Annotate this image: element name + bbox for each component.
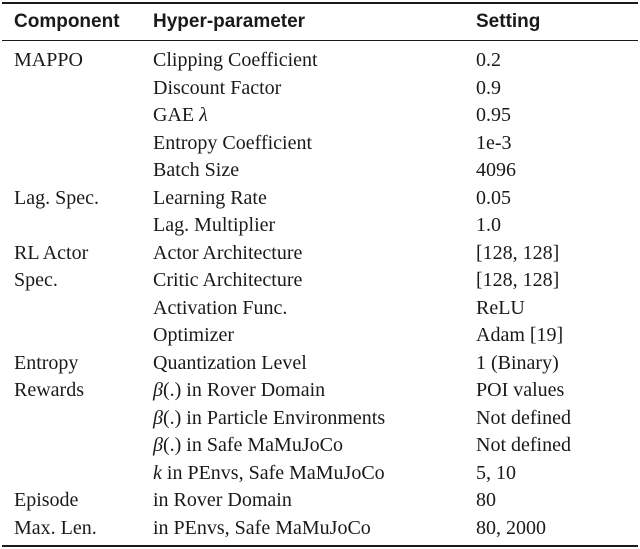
table-row [0, 185, 640, 213]
table-row [0, 267, 640, 295]
hyper-parameter-text: Activation Func. [153, 296, 288, 319]
component-cell: Lag. Spec. [14, 186, 99, 209]
table-row [0, 75, 640, 103]
math-symbol: β [153, 379, 163, 401]
hyper-parameter-cell [153, 267, 302, 295]
setting-cell: Not defined [476, 434, 571, 456]
hyper-parameter-cell [153, 295, 287, 323]
hyper-parameter-text: (.) in Safe MaMuJoCo [162, 434, 343, 456]
hyper-parameter-cell [153, 350, 307, 378]
hyper-parameter-text: Batch Size [153, 159, 240, 181]
hyper-parameter-cell [153, 240, 302, 268]
table-row [0, 240, 640, 268]
hyper-parameter-text: Critic Architecture [153, 269, 303, 291]
component-cell: RL Actor [14, 241, 89, 264]
hyper-parameter-cell [153, 487, 292, 515]
header-setting: Setting [476, 11, 541, 32]
hyper-parameter-text: (.) in Rover Domain [162, 379, 326, 401]
table-row [0, 102, 640, 130]
table-row [0, 322, 640, 350]
hyper-parameter-cell [153, 102, 208, 130]
table-row [0, 157, 640, 185]
component-cell: Rewards [14, 379, 84, 401]
hyper-parameter-cell [153, 322, 234, 350]
top-rule [2, 2, 638, 4]
setting-cell: Adam [19] [476, 324, 564, 346]
setting-cell: 0.95 [476, 104, 511, 126]
header-hyper-parameter: Hyper-parameter [153, 11, 306, 32]
hyper-parameter-cell [153, 212, 275, 240]
component-cell: MAPPO [14, 49, 83, 71]
hyper-parameter-cell [153, 185, 267, 213]
table-row [0, 515, 640, 543]
hyper-parameter-text: Clipping Coefficient [153, 49, 318, 71]
component-cell: Episode [14, 489, 79, 511]
hyper-parameter-text: Learning Rate [153, 186, 267, 209]
hyper-parameter-cell [153, 515, 371, 543]
setting-cell: 1 (Binary) [476, 351, 559, 374]
setting-cell: 80 [476, 489, 496, 511]
component-cell: Spec. [14, 269, 58, 291]
component-cell: Entropy [14, 351, 79, 374]
hyper-parameter-cell [153, 460, 385, 488]
bottom-rule [2, 545, 638, 547]
table-row [0, 405, 640, 433]
setting-cell: 0.2 [476, 49, 501, 71]
table-row [0, 350, 640, 378]
hyper-parameter-text: Quantization Level [153, 351, 307, 374]
hyper-parameter-cell [153, 75, 281, 103]
table-row [0, 130, 640, 158]
table-row [0, 377, 640, 405]
setting-cell: 0.05 [476, 186, 511, 209]
header-component: Component [14, 11, 120, 32]
math-symbol: β [153, 434, 163, 456]
hyper-parameter-text: Discount Factor [153, 76, 282, 99]
setting-cell: [128, 128] [476, 241, 560, 264]
math-symbol: k [153, 461, 162, 484]
setting-cell: 80, 2000 [476, 516, 546, 539]
table-row [0, 460, 640, 488]
setting-cell: 5, 10 [476, 461, 516, 484]
setting-cell: 4096 [476, 159, 516, 181]
hyper-parameter-text: Optimizer [153, 324, 235, 346]
hyper-parameter-text: GAE λ [153, 104, 208, 126]
table-body [0, 47, 640, 542]
hyper-parameter-cell [153, 47, 318, 75]
setting-cell: ReLU [476, 296, 525, 319]
hyper-parameter-text: in Rover Domain [153, 489, 292, 511]
component-cell: Max. Len. [14, 516, 97, 539]
table-row [0, 47, 640, 75]
hyper-parameter-cell [153, 377, 325, 405]
math-symbol: β [153, 406, 163, 429]
hyper-parameter-cell [153, 405, 385, 433]
header-rule [2, 40, 638, 41]
hyper-parameter-text: in PEnvs, Safe MaMuJoCo [161, 461, 385, 484]
table-row [0, 295, 640, 323]
table-row [0, 432, 640, 460]
setting-cell: [128, 128] [476, 269, 560, 291]
hyper-parameter-text: (.) in Particle Environments [162, 406, 386, 429]
hyper-parameter-cell [153, 432, 343, 460]
hyper-parameter-cell [153, 157, 239, 185]
setting-cell: 0.9 [476, 76, 501, 99]
hyper-parameter-text: in PEnvs, Safe MaMuJoCo [153, 516, 371, 539]
hyper-parameter-text: Lag. Multiplier [153, 214, 276, 236]
hyper-parameter-cell [153, 130, 312, 158]
setting-cell: POI values [476, 379, 565, 401]
setting-cell: 1.0 [476, 214, 501, 236]
setting-cell: Not defined [476, 406, 571, 429]
setting-cell: 1e-3 [476, 131, 512, 154]
table-row [0, 212, 640, 240]
table-row [0, 487, 640, 515]
hyper-parameter-text: Actor Architecture [153, 241, 303, 264]
hyper-parameter-text: Entropy Coefficient [153, 131, 313, 154]
